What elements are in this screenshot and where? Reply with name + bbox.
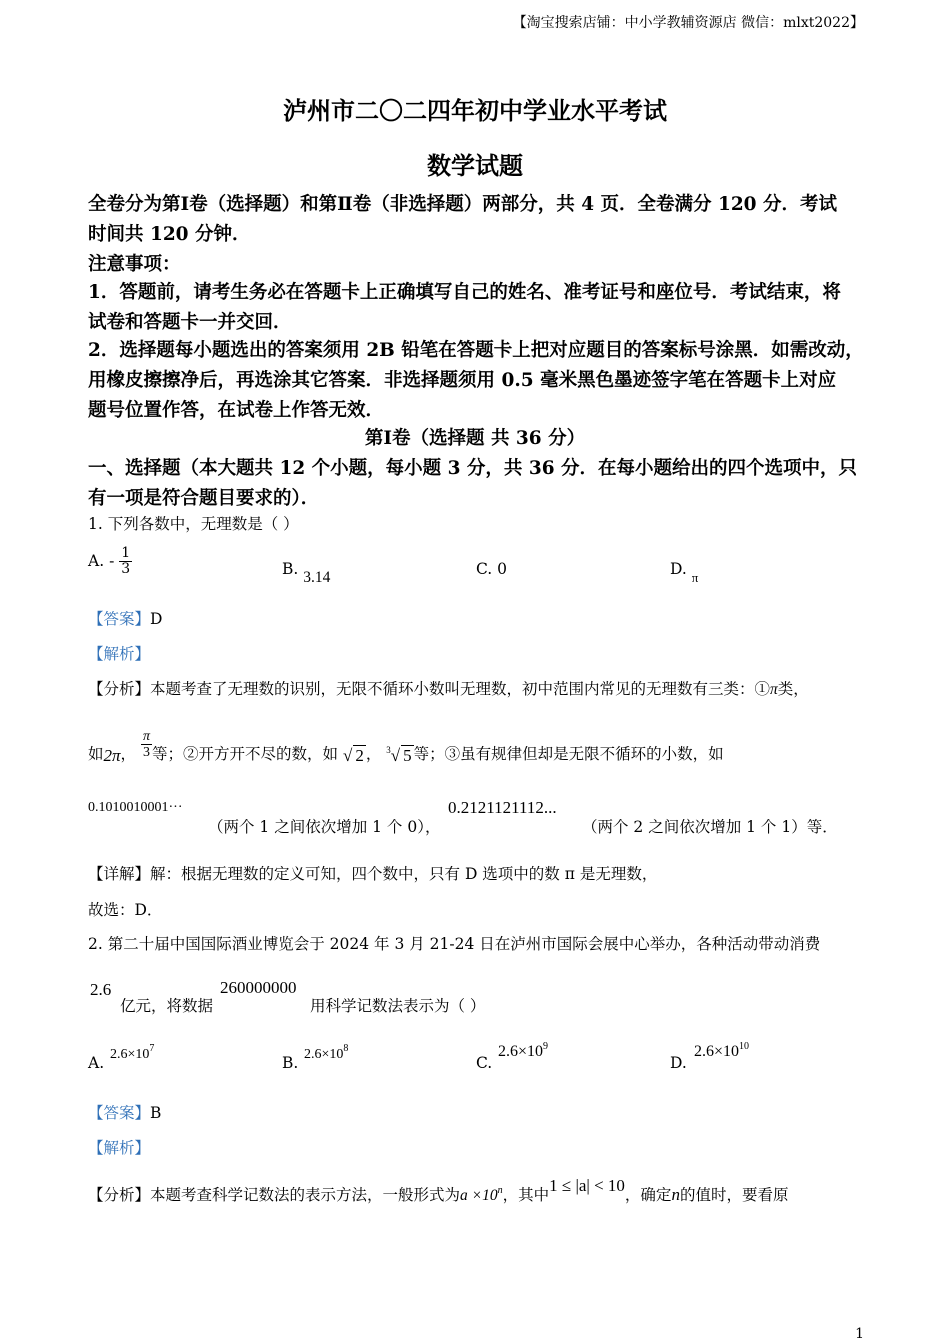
q2-option-d-value bbox=[694, 1041, 749, 1061]
q1-option-b bbox=[282, 560, 331, 586]
q1-detail bbox=[88, 862, 657, 884]
mantissa: 2.6×10 bbox=[110, 1047, 150, 1062]
exponent: 9 bbox=[543, 1041, 549, 1052]
fraction-pi-over-3 bbox=[141, 729, 152, 761]
section-heading: 第Ⅰ卷（选择题 共 36 分） bbox=[364, 428, 586, 449]
notice-label: 注意事项： bbox=[88, 254, 181, 275]
analysis-text: 本题考查了无理数的识别，无限不循环小数叫无理数，初中范围内常见的无理数有三类：① bbox=[150, 680, 771, 698]
minus-sign: - bbox=[109, 551, 115, 570]
intro-line-2: 时间共 120 分钟． bbox=[88, 224, 251, 245]
q2-option-b-value bbox=[304, 1043, 348, 1063]
decimal-note-2: （两个 2 之间依次增加 1 个 1）等． bbox=[582, 818, 838, 836]
fraction-denominator: 3 bbox=[121, 561, 131, 578]
q1-option-a bbox=[88, 546, 132, 578]
answer-value: D bbox=[150, 610, 163, 628]
page-subtitle: 数学试题 bbox=[427, 151, 523, 180]
sqrt-2: √ 2 bbox=[342, 745, 364, 765]
q2-option-b-label: B. bbox=[282, 1054, 299, 1072]
q2-value-1: 2.6 bbox=[90, 980, 112, 999]
detail-text: 解：根据无理数的定义可知，四个数中，只有 D 选项中的数 π 是无理数， bbox=[150, 865, 658, 883]
q1-explain-tag: 【解析】 bbox=[88, 645, 151, 663]
mantissa: 2.6×10 bbox=[694, 1043, 740, 1060]
answer-tag: 【答案】 bbox=[88, 610, 151, 628]
q1-option-c: C. 0 bbox=[476, 560, 508, 578]
variable-n: n bbox=[671, 1185, 680, 1204]
intro-line-1: 全卷分为第Ⅰ卷（选择题）和第Ⅱ卷（非选择题）两部分，共 4 页．全卷满分 120 分．考试 bbox=[88, 194, 838, 215]
q2-explain-tag: 【解析】 bbox=[88, 1139, 151, 1157]
q2-option-a-value bbox=[110, 1043, 154, 1063]
answer-value: B bbox=[150, 1104, 162, 1122]
detail-tag: 【详解】 bbox=[88, 865, 151, 883]
text: ， bbox=[120, 744, 137, 763]
option-value: π bbox=[691, 570, 699, 585]
analysis-tag: 【分析】 bbox=[88, 680, 151, 698]
text: 等；②开方开不尽的数，如 bbox=[152, 744, 339, 763]
notice-2-line-3: 题号位置作答，在试卷上作答无效． bbox=[88, 400, 385, 421]
page-title: 泸州市二〇二四年初中学业水平考试 bbox=[283, 96, 667, 125]
decimal-example-2: 0.2121121112... bbox=[448, 798, 557, 817]
q2-text-2: 用科学记数法表示为（ ） bbox=[310, 997, 486, 1015]
part-instructions-line-1: 一、选择题（本大题共 12 个小题，每小题 3 分，共 36 分．在每小题给出的四个选项中，只 bbox=[88, 458, 858, 479]
header-note: 【淘宝搜索店铺：中小学教辅资源店 微信：mlxt2022】 bbox=[512, 15, 864, 31]
notice-2-line-1: 2．选择题每小题选出的答案须用 2B 铅笔在答题卡上把对应题目的答案标号涂黑．如需改动， bbox=[88, 340, 864, 361]
analysis-text: ，其中 bbox=[502, 1186, 550, 1204]
q2-text-1: 亿元，将数据 bbox=[120, 997, 214, 1015]
analysis-text: ，确定 bbox=[624, 1186, 672, 1204]
form-exponent: n bbox=[497, 1185, 503, 1196]
q2-option-a-label: A. bbox=[88, 1054, 105, 1072]
decimal-note-1: （两个 1 之间依次增加 1 个 0）， bbox=[208, 818, 441, 836]
radicand: 5 bbox=[403, 745, 412, 765]
analysis-text: 的值时，要看原 bbox=[679, 1186, 789, 1204]
q2-option-d-label: D. bbox=[670, 1054, 687, 1072]
q2-analysis bbox=[88, 1176, 789, 1205]
q2-value-2: 260000000 bbox=[220, 978, 297, 997]
root-index: 3 bbox=[386, 744, 391, 755]
answer-tag: 【答案】 bbox=[88, 1104, 151, 1122]
exponent: 7 bbox=[149, 1043, 155, 1054]
q1-option-d bbox=[670, 560, 699, 585]
fraction-denominator: 3 bbox=[143, 745, 150, 761]
q1-answer bbox=[88, 607, 162, 629]
option-label: D. bbox=[670, 560, 687, 578]
notice-2-line-2: 用橡皮擦擦净后，再选涂其它答案．非选择题须用 0.5 毫米黑色墨迹签字笔在答题卡上对应 bbox=[88, 370, 837, 391]
notice-1-line-1: 1．答题前，请考生务必在答题卡上正确填写自己的姓名、准考证号和座位号．考试结束，将 bbox=[88, 282, 841, 303]
fraction bbox=[119, 546, 132, 578]
analysis-tag: 【分析】 bbox=[88, 1186, 151, 1204]
q2-option-c-label: C. bbox=[476, 1054, 493, 1072]
page-number: 1 bbox=[855, 1326, 864, 1342]
q1-stem: 1. 下列各数中，无理数是（ ） bbox=[88, 515, 299, 533]
mantissa: 2.6×10 bbox=[498, 1043, 544, 1060]
fraction-numerator: π bbox=[143, 729, 151, 744]
analysis-text: 本题考查科学记数法的表示方法，一般形式为 bbox=[150, 1186, 461, 1204]
sci-notation-form bbox=[460, 1187, 503, 1204]
exponent: 10 bbox=[739, 1041, 750, 1052]
pi-symbol: π bbox=[770, 681, 778, 698]
math-2pi: 2π bbox=[103, 745, 121, 765]
q2-stem: 2. 第二十届中国国际酒业博览会于 2024 年 3 月 21-24 日在泸州市国际会展中心举办，各种活动带动消费 bbox=[88, 935, 821, 953]
text: 等；③虽有规律但却是无限不循环的小数，如 bbox=[413, 744, 724, 763]
part-instructions-line-2: 有一项是符合题目要求的）． bbox=[88, 488, 320, 509]
q1-analysis-line-2 bbox=[88, 729, 724, 765]
notice-1-line-2: 试卷和答题卡一并交回． bbox=[88, 312, 292, 333]
radicand: 2 bbox=[355, 745, 364, 765]
inequality: 1 ≤ |a| < 10 bbox=[549, 1176, 625, 1195]
exponent: 8 bbox=[343, 1043, 349, 1054]
q1-analysis bbox=[88, 677, 809, 699]
mantissa: 2.6×10 bbox=[304, 1047, 344, 1062]
q2-answer bbox=[88, 1101, 161, 1123]
option-label: A. bbox=[88, 551, 105, 570]
q1-choice: 故选：D． bbox=[88, 901, 163, 919]
cbrt-5: $^3$√ 5 bbox=[386, 744, 412, 765]
form-base: a ×10 bbox=[460, 1187, 498, 1204]
text: ， bbox=[365, 744, 382, 763]
option-value: 3.14 bbox=[303, 569, 331, 586]
option-label: B. bbox=[282, 560, 299, 578]
q2-option-c-value bbox=[498, 1041, 548, 1061]
analysis-text-end: 类， bbox=[777, 680, 809, 698]
decimal-example-1: 0.1010010001··· bbox=[88, 800, 183, 815]
fraction-numerator: 1 bbox=[121, 545, 131, 561]
text: 如 bbox=[88, 744, 104, 763]
